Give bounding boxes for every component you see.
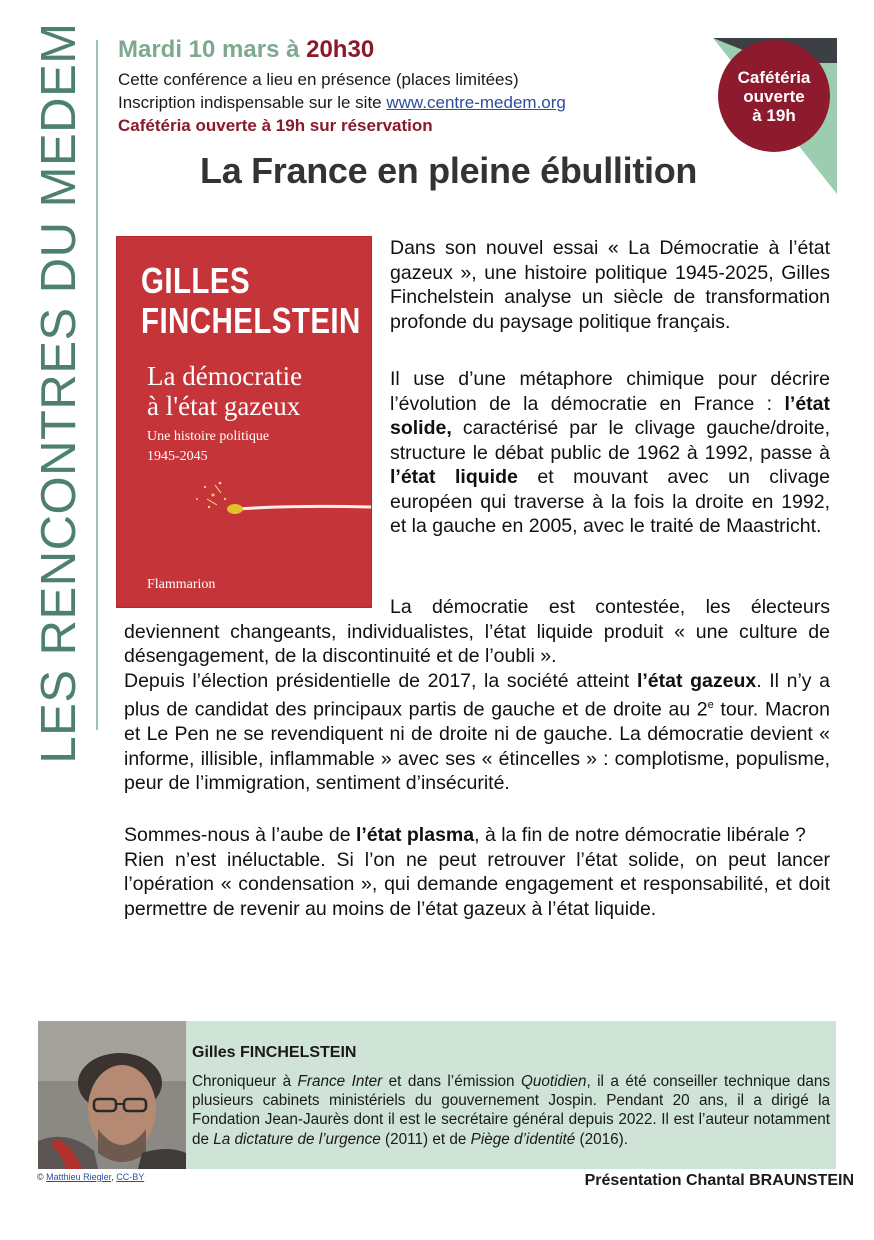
badge-line: à 19h	[752, 105, 796, 125]
article-text: Dans son nouvel essai « La Démocratie à l’état gazeux », une histoire politique 1945-2025, Gilles Finchelstein analyse un siècle de transformation profonde du paysage politique français.	[390, 237, 830, 333]
vertical-divider	[96, 40, 98, 730]
text-run: , à la fin de notre démocratie libérale ?	[474, 824, 806, 846]
emphasis-text: l’état liquide	[390, 466, 518, 488]
license-link[interactable]: CC-BY	[116, 1172, 145, 1182]
article-paragraph	[124, 595, 830, 796]
registration-note	[118, 93, 566, 113]
book-subtitle-line: 1945-2045	[147, 449, 208, 464]
presenter-credit: Présentation Chantal BRAUNSTEIN	[584, 1172, 854, 1189]
article-text: Rien n’est inéluctable. Si l’on ne peut retrouver l’état solide, on peut lancer l’opération « condensation », qui demande engagement et responsabilité, et doit permettre de revenir au moins de l’état gazeux à l’état liquide.	[124, 848, 830, 920]
book-subtitle-line: Une histoire politique	[147, 429, 270, 444]
cafeteria-note: Cafétéria ouverte à 19h sur réservation	[118, 116, 433, 135]
presence-note: Cette conférence a lieu en présence (places limitées)	[118, 70, 519, 89]
text-run: . Il n’y a plus de candidat des principaux partis de gauche et de droite au 2	[124, 669, 830, 721]
book-title-line: La démocratie	[147, 361, 303, 391]
text-run: Il use d’une métaphore chimique pour décrire l’évolution de la démocratie en France :	[390, 368, 830, 415]
article-text	[390, 367, 830, 539]
emphasis-text: l’état gazeux	[636, 669, 757, 692]
speaker-name: Gilles FINCHELSTEIN	[192, 1044, 357, 1061]
event-time: 20h30	[306, 36, 375, 63]
match-illustration	[117, 237, 371, 607]
book-title-line: à l'état gazeux	[147, 391, 301, 421]
text-run: (2011) et de	[380, 1130, 471, 1148]
badge-line: Cafétéria	[737, 67, 811, 87]
text-run: ,	[111, 1172, 117, 1182]
article-paragraph	[390, 367, 830, 539]
article-paragraph	[124, 823, 830, 921]
article-text: La démocratie est contestée, les électeurs deviennent changeants, individualistes, l’état liquide produit « une culture de désengagement, de la discontinuité et de l’oubli ».	[124, 596, 830, 667]
article-paragraph	[390, 236, 830, 334]
speaker-bio	[192, 1072, 830, 1149]
italic-text: La dictature de l’urgence	[213, 1130, 381, 1148]
book-author-line: GILLES	[141, 260, 251, 301]
event-date: Mardi 10 mars à	[118, 36, 307, 63]
registration-prefix: Inscription indispensable sur le site	[118, 93, 387, 112]
italic-text: Quotidien	[521, 1073, 587, 1090]
text-run: , il a été conseiller technique dans plusieurs cabinets ministériels du gouvernement Jospin. Pendant 20 ans, il a dirigé la Fondation Jean-Jaurès dont il est le secrétaire général depuis 2022. Il est l’auteur notamment de	[192, 1073, 830, 1148]
copyright-symbol: ©	[37, 1172, 47, 1182]
book-publisher: Flammarion	[147, 577, 216, 592]
italic-text: Piège d’identité	[470, 1130, 576, 1148]
book-author-line: FINCHELSTEIN	[141, 300, 361, 341]
series-title-text: LES RENCONTRES DU MEDEM	[32, 21, 86, 764]
text-run: Sommes-nous à l’aube de	[124, 824, 356, 846]
series-title	[26, 21, 92, 764]
book-cover	[117, 237, 371, 607]
badge-line: ouverte	[743, 86, 805, 106]
emphasis-text: l’état plasma	[355, 824, 475, 846]
text-run: Depuis l’élection présidentielle de 2017, la société atteint	[124, 669, 637, 692]
article-text	[124, 669, 830, 796]
superscript: e	[707, 699, 714, 711]
text-run: (2016).	[575, 1130, 628, 1148]
text-run: tour. Macron et Le Pen ne se revendiquent ni de droite ni de gauche. La démocratie devient « informe, illisible, inflammable » avec ses « étincelles » : complotisme, populisme, peur de l’immigration, sentiment d’insécurité.	[124, 698, 830, 794]
article-text	[124, 823, 830, 848]
text-run: et mouvant avec un clivage européen qui traverse à la fois la droite en 1992, et la gauche en 2005, avec le traité de Maastricht.	[390, 466, 830, 537]
emphasis-text: l’état solide,	[390, 392, 830, 439]
text-run: caractérisé par le clivage gauche/droite, structure le débat public de 1962 à 1992, passe à	[390, 417, 830, 464]
credit-author-link[interactable]: Matthieu Riegler	[46, 1172, 112, 1182]
text-run: et dans l’émission	[382, 1073, 521, 1090]
page-title: La France en pleine ébullition	[200, 150, 698, 191]
photo-credit	[37, 1172, 144, 1182]
event-datetime	[118, 36, 374, 64]
speaker-photo	[38, 1021, 186, 1169]
website-link[interactable]: www.centre-medem.org	[386, 93, 566, 112]
italic-text: France Inter	[297, 1073, 383, 1090]
text-run: Chroniqueur à	[192, 1073, 298, 1090]
cafeteria-badge	[718, 40, 830, 152]
